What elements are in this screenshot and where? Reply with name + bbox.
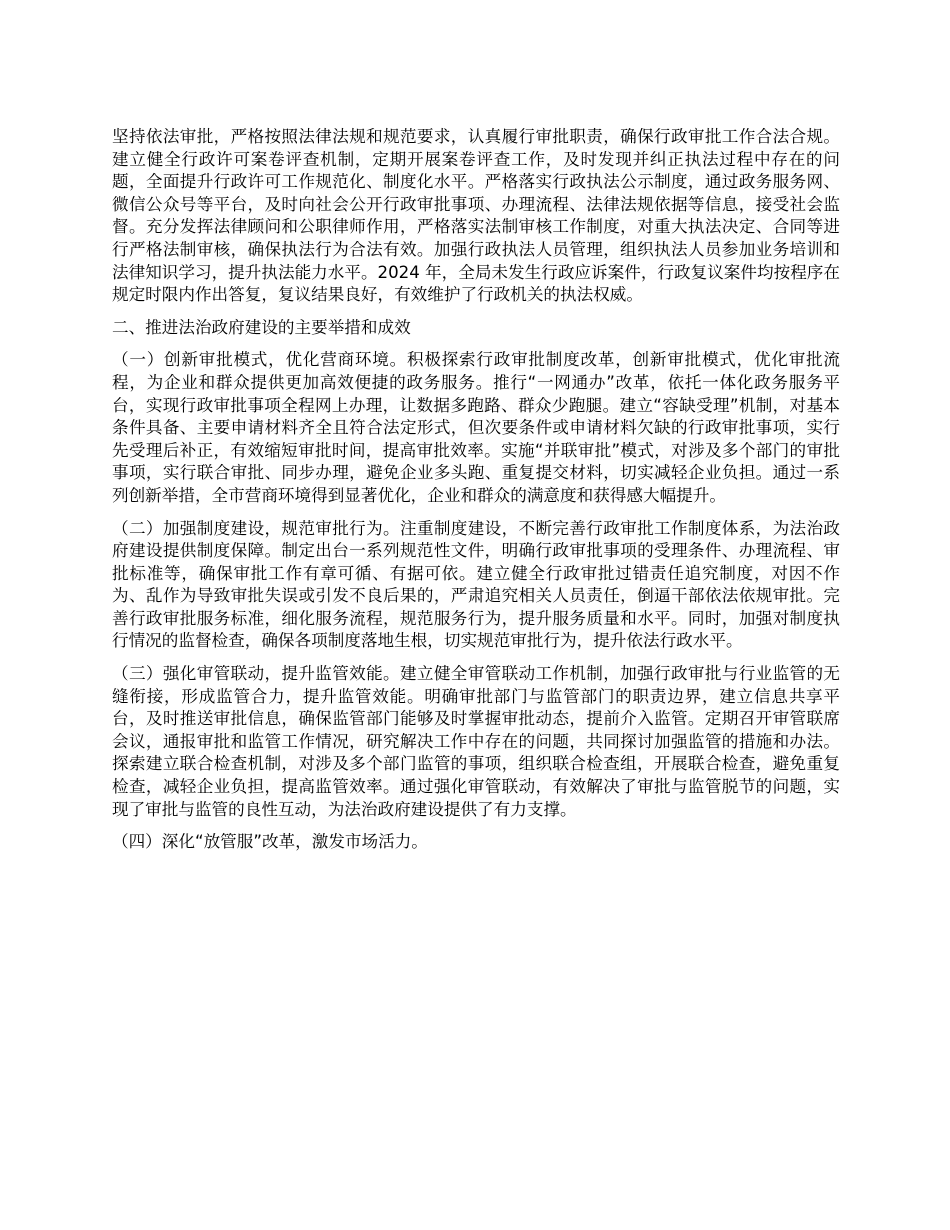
document-page xyxy=(112,126,840,864)
paragraph-supervision: （三）强化审管联动，提升监管效能。建立健全审管联动工作机制，加强行政审批与行业监管的无缝衔接，形成监管合力，提升监管效能。明确审批部门与监管部门的职责边界，建立信息共享平台，及时推送审批信息，确保监管部门能够及时掌握审批动态，提前介入监管。定期召开审管联席会议，通报审批和监管工作情况，研究解决工作中存在的问题，共同探讨加强监管的措施和办法。探索建立联合检查机制，对涉及多个部门监管的事项，组织联合检查组，开展联合检查，避免重复检查，减轻企业负担，提高监管效率。通过强化审管联动，有效解决了审批与监管脱节的问题，实现了审批与监管的良性互动，为法治政府建设提供了有力支撑。 xyxy=(112,664,840,819)
paragraph-reform: （四）深化“放管服”改革，激发市场活力。 xyxy=(112,832,428,852)
paragraph-innovation: （一）创新审批模式，优化营商环境。积极探索行政审批制度改革，创新审批模式，优化审批流程，为企业和群众提供更加高效便捷的政务服务。推行“一网通办”改革，依托一体化政务服务平台，实现行政审批事项全程网上办理，让数据多跑路、群众少跑腿。建立“容缺受理”机制，对基本条件具备、主要申请材料齐全且符合法定形式，但次要条件或申请材料欠缺的行政审批事项，实行先受理后补正，有效缩短审批时间，提高审批效率。实施“并联审批”模式，对涉及多个部门的审批事项，实行联合审批、同步办理，避免企业多头跑、重复提交材料，切实减轻企业负担。通过一系列创新举措，全市营商环境得到显著优化，企业和群众的满意度和获得感大幅提升。 xyxy=(112,350,840,505)
section-heading-2: 二、推进法治政府建设的主要举措和成效 xyxy=(112,317,411,337)
paragraph-legal-approval: 坚持依法审批，严格按照法律法规和规范要求，认真履行审批职责，确保行政审批工作合法合规。建立健全行政许可案卷评查机制，定期开展案卷评查工作，及时发现并纠正执法过程中存在的问题，全面提升行政许可工作规范化、制度化水平。严格落实行政执法公示制度，通过政务服务网、微信公众号等平台，及时向社会公开行政审批事项、办理流程、法律法规依据等信息，接受社会监督。充分发挥法律顾问和公职律师作用，严格落实法制审核工作制度，对重大执法决定、合同等进行严格法制审核，确保执法行为合法有效。加强行政执法人员管理，组织执法人员参加业务培训和法律知识学习，提升执法能力水平。2024 年，全局未发生行政应诉案件，行政复议案件均按程序在规定时限内作出答复，复议结果良好，有效维护了行政机关的执法权威。 xyxy=(112,127,840,305)
paragraph-system-building: （二）加强制度建设，规范审批行为。注重制度建设，不断完善行政审批工作制度体系，为法治政府建设提供制度保障。制定出台一系列规范性文件，明确行政审批事项的受理条件、办理流程、审批标准等，确保审批工作有章可循、有据可依。建立健全行政审批过错责任追究制度，对因不作为、乱作为导致审批失误或引发不良后果的，严肃追究相关人员责任，倒逼干部依法依规审批。完善行政审批服务标准，细化服务流程，规范服务行为，提升服务质量和水平。同时，加强对制度执行情况的监督检查，确保各项制度落地生根，切实规范审批行为，提升依法行政水平。 xyxy=(112,518,840,651)
